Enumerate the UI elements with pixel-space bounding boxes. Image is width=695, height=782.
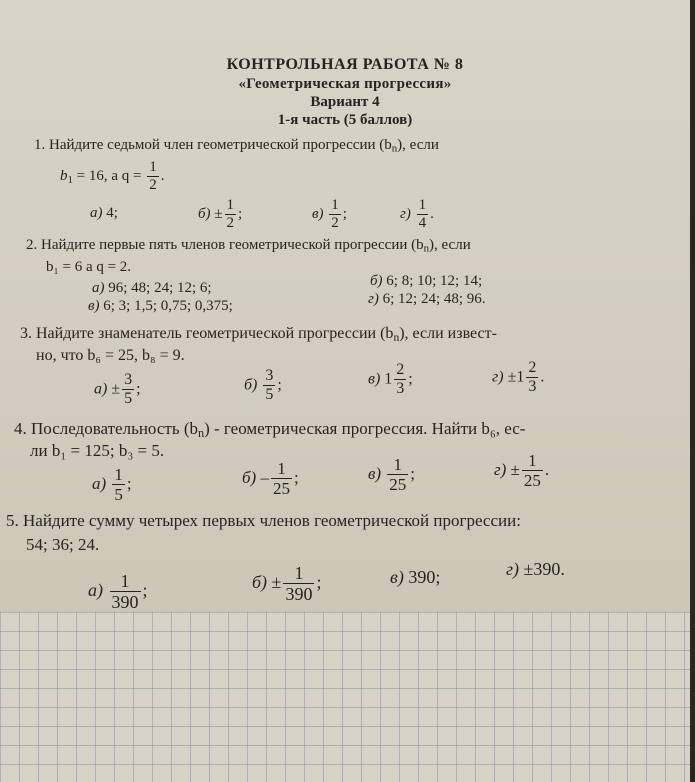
question-3-condition: но, что b₆ = 25, b₈ = 9. [36, 347, 185, 364]
answer-3b: б) $\frac{3}{5}$ ; [244, 367, 282, 403]
question-1-condition: $b_1 = 16$, а q = $\frac{1}{2}$ . [60, 159, 165, 193]
answer-3a: а) ± $\frac{3}{5}$ ; [94, 371, 141, 407]
answer-3c: в) 1 $\frac{2}{3}$ ; [368, 361, 413, 397]
answer-1c: в) $\frac{1}{2}$ ; [312, 197, 347, 231]
answer-4b: б) – $\frac{1}{25}$ ; [242, 459, 299, 498]
answer-2b: б) 6; 8; 10; 12; 14; [370, 273, 483, 289]
answer-1d: г) $\frac{1}{4}$ . [400, 197, 434, 231]
question-5-sequence: 54; 36; 24. [26, 535, 100, 554]
answer-4a: а) $\frac{1}{5}$ ; [92, 465, 132, 504]
fraction: $\frac{1}{2}$ [149, 159, 157, 193]
worksheet-variant: Вариант 4 [310, 94, 380, 110]
answer-2a: а) 96; 48; 24; 12; 6; [92, 280, 212, 296]
answer-5a: а) $\frac{1}{390}$ ; [88, 571, 148, 612]
question-4-condition: ли b₁ = 125; b₃ = 5. [30, 441, 165, 460]
worksheet-title: КОНТРОЛЬНАЯ РАБОТА № 8 [226, 56, 464, 73]
graph-paper-area [0, 612, 690, 782]
question-2-condition: b₁ = 6 а q = 2. [46, 259, 132, 275]
answer-5c: в) 390; [390, 567, 441, 587]
worksheet-part: 1-я часть (5 баллов) [277, 112, 413, 128]
answer-5b: б) ± $\frac{1}{390}$ ; [252, 563, 322, 604]
answer-4c: в) $\frac{1}{25}$ ; [368, 455, 416, 494]
worksheet-topic: «Геометрическая прогрессия» [238, 76, 452, 92]
answer-2d: г) 6; 12; 24; 48; 96. [368, 291, 486, 307]
question-2-text: 2. Найдите первые пять членов геометрической прогрессии $(b_n)$, если [26, 237, 471, 255]
answer-4d: г) ± $\frac{1}{25}$ . [494, 451, 550, 490]
question-1-text: 1. Найдите седьмой член геометрической прогрессии $(b_n)$, если [34, 137, 439, 155]
answer-1b: б) ± $\frac{1}{2}$ ; [198, 197, 243, 231]
answer-1a: а) 4; [90, 205, 118, 221]
question-5-text: 5. Найдите сумму четырех первых членов геометрической прогрессии: [6, 511, 521, 530]
question-4-text: 4. Последовательность $(b_n)$ - геометрическая прогрессия. Найти b₆, ес- [14, 419, 526, 441]
answer-5d: г) ±390. [506, 559, 565, 579]
answer-3d: г) ±1 $\frac{2}{3}$ . [492, 359, 545, 395]
answer-2c: в) 6; 3; 1,5; 0,75; 0,375; [88, 298, 233, 314]
question-3-text: 3. Найдите знаменатель геометрической прогрессии $(b_n)$, если извест- [20, 325, 497, 344]
